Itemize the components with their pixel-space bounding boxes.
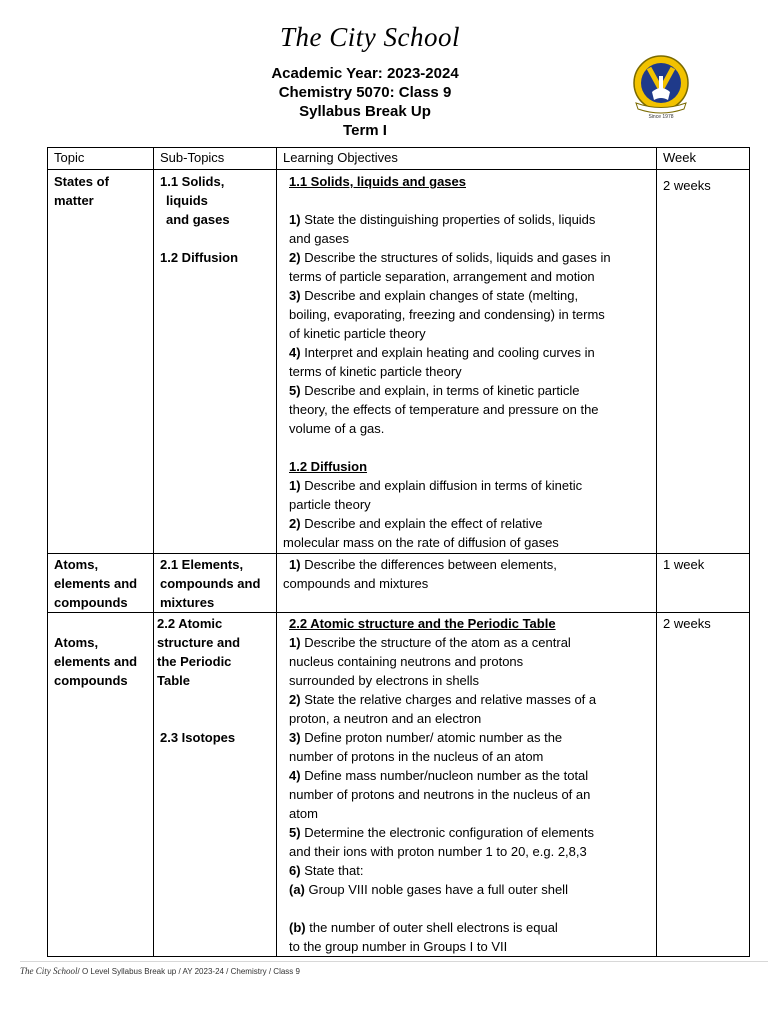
subtopic-cell: 2.2 Atomic structure and the Periodic Table 2.3 Isotopes	[154, 613, 277, 957]
column-header: Week	[657, 148, 750, 170]
table-row	[48, 554, 750, 613]
subtopic-cell: 1.1 Solids, liquids and gases 1.2 Diffusion	[154, 170, 277, 554]
table-row	[48, 170, 750, 554]
topic-cell: Atoms, elements and compounds	[48, 554, 154, 613]
objectives-cell: 1) Describe the differences between elements, compounds and mixtures	[277, 554, 657, 613]
column-header: Topic	[48, 148, 154, 170]
week-cell: 2 weeks	[657, 170, 750, 554]
section-title: 1.1 Solids, liquids and gases	[289, 174, 466, 189]
crest-motto: Since 1978	[648, 114, 674, 120]
school-name: The City School	[280, 22, 460, 52]
week-cell: 1 week	[657, 554, 750, 613]
footer-path: / O Level Syllabus Break up / AY 2023-24 / Chemistry / Class 9	[77, 967, 300, 976]
objectives-cell: 1.1 Solids, liquids and gases 1) State the distinguishing properties of solids, liquids and gases 2) Describe the structures of solids, liquids and gases in terms of particle separation, arrangement and motion 3) Describe and explain changes of state (melting, boiling, evaporating, freezing and condensing) in terms of kinetic particle theory 4) Interpret and explain heating and cooling curves in terms of kinetic particle theory 5) Describe and explain, in terms of kinetic particle theory, the effects of temperature and pressure on the volume of a gas. 1.2 Diffusion 1) Describe and explain diffusion in terms of kinetic particle theory 2) Describe and explain the effect of relative molecular mass on the rate of diffusion of gases	[277, 170, 657, 554]
section-title: 1.2 Diffusion	[289, 459, 368, 474]
academic-year: Academic Year: 2023-2024	[271, 65, 459, 82]
syllabus-table	[47, 147, 750, 957]
document-type: Syllabus Break Up	[299, 103, 431, 120]
footer-school: The City School	[20, 966, 78, 976]
page-footer	[20, 961, 768, 976]
school-crest-icon	[632, 54, 690, 120]
objectives-cell: 2.2 Atomic structure and the Periodic Table 1) Describe the structure of the atom as a central nucleus containing neutrons and protons surrounded by electrons in shells 2) State the relative charges and relative masses of a proton, a neutron and an electron 3) Define proton number/ atomic number as the number of protons in the nucleus of an atom 4) Define mass number/nucleon number as the total number of protons and neutrons in the nucleus of an atom 5) Determine the electronic configuration of elements and their ions with proton number 1 to 20, e.g. 2,8,3 6) State that: (a) Group VIII noble gases have a full outer shell (b) the number of outer shell electrons is equal to the group number in Groups I to VII	[277, 613, 657, 957]
column-header: Learning Objectives	[277, 148, 657, 170]
topic-cell: Atoms, elements and compounds	[48, 613, 154, 957]
week-cell: 2 weeks	[657, 613, 750, 957]
table-header-row	[48, 148, 750, 170]
table-row	[48, 613, 750, 957]
course-title: Chemistry 5070: Class 9	[278, 84, 452, 101]
column-header: Sub-Topics	[154, 148, 277, 170]
subtopic-cell: 2.1 Elements, compounds and mixtures	[154, 554, 277, 613]
topic-cell: States of matter	[48, 170, 154, 554]
document-heading	[0, 64, 730, 140]
section-title: 2.2 Atomic structure and the Periodic Table	[289, 616, 556, 631]
term-label: Term I	[343, 122, 387, 139]
